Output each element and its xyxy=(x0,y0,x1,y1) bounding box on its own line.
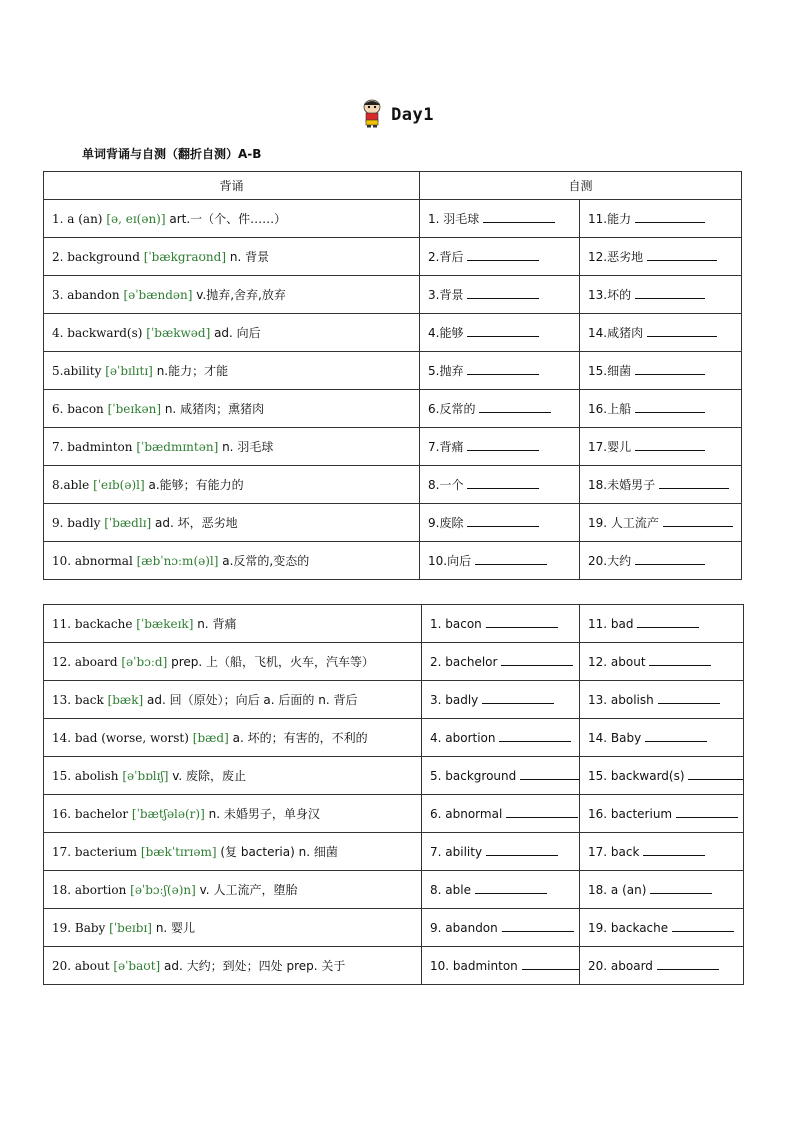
self-test-cell xyxy=(420,314,580,352)
self-test-prompt: 10. badminton xyxy=(430,958,518,973)
vocab-phonetic: [əˈbɪlɪtɪ] xyxy=(105,364,153,378)
answer-blank[interactable] xyxy=(650,883,712,894)
table-row xyxy=(44,428,742,466)
table-row xyxy=(44,238,742,276)
page-title: Day1 xyxy=(391,105,435,125)
vocab-phonetic: [əˈbændən] xyxy=(123,288,193,302)
self-test-prompt: 15. backward(s) xyxy=(588,768,685,783)
table-row xyxy=(44,352,742,390)
table-row xyxy=(44,200,742,238)
answer-blank[interactable] xyxy=(676,807,738,818)
vocab-definition: ad. 坏，恶劣地 xyxy=(155,516,238,530)
vocab-definition: v. 人工流产，堕胎 xyxy=(199,883,298,897)
self-test-cell xyxy=(580,681,744,719)
answer-blank[interactable] xyxy=(467,364,539,375)
self-test-prompt: 19. backache xyxy=(588,920,669,935)
vocab-entry xyxy=(44,643,422,681)
answer-blank[interactable] xyxy=(637,617,699,628)
vocab-word: 2. background xyxy=(52,250,140,264)
self-test-prompt: 11.能力 xyxy=(588,212,632,226)
vocab-phonetic: [ə, eɪ(ən)] xyxy=(106,212,166,226)
vocab-definition: ad. 大约；到处；四处 prep. 关于 xyxy=(164,959,346,973)
vocab-phonetic: [ˈbækeɪk] xyxy=(136,617,194,631)
vocab-word: 10. abnormal xyxy=(52,554,133,568)
self-test-cell xyxy=(580,833,744,871)
vocab-word: 16. bachelor xyxy=(52,807,129,821)
vocab-phonetic: [ˈbædlɪ] xyxy=(104,516,152,530)
answer-blank[interactable] xyxy=(663,516,733,527)
vocab-word: 4. backward(s) xyxy=(52,326,143,340)
vocab-phonetic: [bæd] xyxy=(192,731,229,745)
self-test-prompt: 5. background xyxy=(430,768,517,783)
self-test-cell xyxy=(580,757,744,795)
vocab-entry xyxy=(44,681,422,719)
self-test-cell xyxy=(580,719,744,757)
table-row xyxy=(44,605,744,643)
answer-blank[interactable] xyxy=(467,250,539,261)
table-row xyxy=(44,314,742,352)
self-test-prompt: 5.抛弃 xyxy=(428,364,464,378)
vocab-word: 7. badminton xyxy=(52,440,133,454)
vocab-word: 18. abortion xyxy=(52,883,127,897)
answer-blank[interactable] xyxy=(635,364,705,375)
answer-blank[interactable] xyxy=(635,402,705,413)
self-test-cell xyxy=(580,542,742,580)
vocab-definition: a.反常的,变态的 xyxy=(222,554,310,568)
vocab-word: 14. bad (worse, worst) xyxy=(52,731,189,745)
vocab-entry xyxy=(44,833,422,871)
self-test-prompt: 12.恶劣地 xyxy=(588,250,644,264)
vocab-word: 11. backache xyxy=(52,617,133,631)
answer-blank[interactable] xyxy=(649,655,711,666)
self-test-prompt: 6. abnormal xyxy=(430,806,503,821)
answer-blank[interactable] xyxy=(635,440,705,451)
answer-blank[interactable] xyxy=(486,845,558,856)
self-test-prompt: 12. about xyxy=(588,654,646,669)
vocab-definition: ad. 回（原处）；向后 a. 后面的 n. 背后 xyxy=(147,693,358,707)
answer-blank[interactable] xyxy=(688,769,743,780)
self-test-prompt: 4.能够 xyxy=(428,326,464,340)
table-row xyxy=(44,643,744,681)
table-row xyxy=(44,871,744,909)
answer-blank[interactable] xyxy=(486,617,558,628)
table-row xyxy=(44,757,744,795)
self-test-cell xyxy=(422,909,580,947)
self-test-cell xyxy=(422,795,580,833)
vocab-word: 15. abolish xyxy=(52,769,119,783)
self-test-cell xyxy=(580,909,744,947)
vocab-entry xyxy=(44,795,422,833)
vocab-definition: (复 bacteria) n. 细菌 xyxy=(220,845,338,859)
recite-table-2 xyxy=(43,604,744,985)
answer-blank[interactable] xyxy=(635,554,705,565)
vocab-word: 8.able xyxy=(52,478,90,492)
vocab-word: 5.ability xyxy=(52,364,102,378)
recite-table-1 xyxy=(43,171,742,580)
self-test-cell xyxy=(580,352,742,390)
vocab-phonetic: [əˈbɔːʃ(ə)n] xyxy=(130,883,196,897)
vocab-definition: v.抛弃,舍弃,放弃 xyxy=(196,288,286,302)
answer-blank[interactable] xyxy=(483,212,555,223)
self-test-prompt: 7.背痛 xyxy=(428,440,464,454)
self-test-cell xyxy=(580,390,742,428)
self-test-cell xyxy=(580,795,744,833)
vocab-word: 12. aboard xyxy=(52,655,118,669)
table-row xyxy=(44,947,744,985)
header-self-test: 自测 xyxy=(420,172,742,200)
vocab-entry xyxy=(44,200,420,238)
self-test-cell xyxy=(580,947,744,985)
self-test-cell xyxy=(422,871,580,909)
self-test-cell xyxy=(420,352,580,390)
answer-blank[interactable] xyxy=(482,693,554,704)
vocab-phonetic: [ˈbædmɪntən] xyxy=(136,440,219,454)
self-test-prompt: 20. aboard xyxy=(588,958,653,973)
vocab-phonetic: [ˈbækwəd] xyxy=(146,326,211,340)
self-test-prompt: 4. abortion xyxy=(430,730,496,745)
vocab-definition: a.能够；有能力的 xyxy=(148,478,244,492)
self-test-prompt: 8.一个 xyxy=(428,478,464,492)
self-test-cell xyxy=(422,757,580,795)
page-header xyxy=(0,98,794,132)
vocab-definition: prep. 上（船，飞机，火车，汽车等） xyxy=(171,655,374,669)
vocab-phonetic: [əˈbɒlɪʃ] xyxy=(122,769,169,783)
table-row xyxy=(44,390,742,428)
vocab-entry xyxy=(44,352,420,390)
vocab-definition: art.一（个、件……） xyxy=(169,212,287,226)
answer-blank[interactable] xyxy=(643,845,705,856)
self-test-prompt: 9. abandon xyxy=(430,920,498,935)
vocab-phonetic: [bæk] xyxy=(107,693,144,707)
vocab-phonetic: [bækˈtɪrɪəm] xyxy=(140,845,217,859)
answer-blank[interactable] xyxy=(647,326,717,337)
self-test-prompt: 18. a (an) xyxy=(588,882,647,897)
table-row xyxy=(44,795,744,833)
self-test-cell xyxy=(580,314,742,352)
vocab-phonetic: [æbˈnɔːm(ə)l] xyxy=(136,554,219,568)
vocab-entry xyxy=(44,466,420,504)
vocab-definition: ad. 向后 xyxy=(214,326,261,340)
self-test-prompt: 11. bad xyxy=(588,616,634,631)
self-test-prompt: 17.婴儿 xyxy=(588,440,632,454)
self-test-prompt: 14. Baby xyxy=(588,730,642,745)
answer-blank[interactable] xyxy=(502,921,574,932)
answer-blank[interactable] xyxy=(467,478,539,489)
table-row xyxy=(44,276,742,314)
self-test-prompt: 1. 羽毛球 xyxy=(428,212,480,226)
answer-blank[interactable] xyxy=(647,250,717,261)
answer-blank[interactable] xyxy=(467,326,539,337)
self-test-prompt: 6.反常的 xyxy=(428,402,476,416)
table-row xyxy=(44,681,744,719)
vocab-entry xyxy=(44,871,422,909)
vocab-entry xyxy=(44,390,420,428)
self-test-cell xyxy=(420,276,580,314)
vocab-definition: n.能力；才能 xyxy=(156,364,229,378)
self-test-prompt: 16.上船 xyxy=(588,402,632,416)
self-test-prompt: 17. back xyxy=(588,844,640,859)
answer-blank[interactable] xyxy=(479,402,551,413)
vocab-word: 9. badly xyxy=(52,516,101,530)
table-row xyxy=(44,504,742,542)
answer-blank[interactable] xyxy=(635,288,705,299)
answer-blank[interactable] xyxy=(645,731,707,742)
vocab-word: 3. abandon xyxy=(52,288,120,302)
vocab-entry xyxy=(44,504,420,542)
self-test-cell xyxy=(420,504,580,542)
self-test-cell xyxy=(422,947,580,985)
table-row xyxy=(44,542,742,580)
answer-blank[interactable] xyxy=(467,440,539,451)
page-subtitle: 单词背诵与自测（翻折自测）A-B xyxy=(82,147,262,161)
self-test-prompt: 13. abolish xyxy=(588,692,654,707)
vocab-phonetic: [əˈbaʊt] xyxy=(113,959,161,973)
self-test-cell xyxy=(422,719,580,757)
self-test-cell xyxy=(422,605,580,643)
self-test-cell xyxy=(420,238,580,276)
table-row xyxy=(44,719,744,757)
answer-blank[interactable] xyxy=(520,769,579,780)
self-test-cell xyxy=(422,833,580,871)
self-test-prompt: 13.坏的 xyxy=(588,288,632,302)
self-test-cell xyxy=(420,466,580,504)
vocab-entry xyxy=(44,947,422,985)
self-test-prompt: 14.咸猪肉 xyxy=(588,326,644,340)
answer-blank[interactable] xyxy=(499,731,571,742)
vocab-word: 17. bacterium xyxy=(52,845,138,859)
header-recite: 背诵 xyxy=(44,172,420,200)
answer-blank[interactable] xyxy=(672,921,734,932)
self-test-cell xyxy=(422,681,580,719)
answer-blank[interactable] xyxy=(658,693,720,704)
self-test-prompt: 9.废除 xyxy=(428,516,464,530)
self-test-prompt: 7. ability xyxy=(430,844,483,859)
self-test-prompt: 19. 人工流产 xyxy=(588,516,659,530)
self-test-prompt: 3.背景 xyxy=(428,288,464,302)
vocab-definition: n. 背景 xyxy=(229,250,270,264)
cartoon-mascot-icon xyxy=(360,98,384,132)
vocab-definition: a. 坏的；有害的，不利的 xyxy=(232,731,368,745)
self-test-cell xyxy=(420,542,580,580)
answer-blank[interactable] xyxy=(475,554,547,565)
self-test-cell xyxy=(580,200,742,238)
self-test-prompt: 2.背后 xyxy=(428,250,464,264)
answer-blank[interactable] xyxy=(475,883,547,894)
self-test-cell xyxy=(580,428,742,466)
self-test-cell xyxy=(580,605,744,643)
vocab-word: 1. a (an) xyxy=(52,212,103,226)
table-row xyxy=(44,466,742,504)
answer-blank[interactable] xyxy=(635,212,705,223)
table-row xyxy=(44,909,744,947)
vocab-word: 6. bacon xyxy=(52,402,104,416)
self-test-cell xyxy=(580,643,744,681)
vocab-phonetic: [ˈbeɪbɪ] xyxy=(109,921,152,935)
answer-blank[interactable] xyxy=(467,516,539,527)
answer-blank[interactable] xyxy=(506,807,578,818)
self-test-cell xyxy=(420,390,580,428)
vocab-definition: v. 废除，废止 xyxy=(172,769,247,783)
self-test-prompt: 10.向后 xyxy=(428,554,472,568)
vocab-definition: n. 未婚男子，单身汉 xyxy=(208,807,320,821)
vocab-phonetic: [ˈbækgraʊnd] xyxy=(143,250,227,264)
self-test-prompt: 18.未婚男子 xyxy=(588,478,656,492)
self-test-prompt: 16. bacterium xyxy=(588,806,673,821)
vocab-phonetic: [ˈeɪb(ə)l] xyxy=(93,478,145,492)
vocab-entry xyxy=(44,757,422,795)
self-test-cell xyxy=(580,276,742,314)
self-test-prompt: 15.细菌 xyxy=(588,364,632,378)
self-test-prompt: 2. bachelor xyxy=(430,654,498,669)
answer-blank[interactable] xyxy=(501,655,573,666)
vocab-entry xyxy=(44,428,420,466)
self-test-cell xyxy=(580,504,742,542)
vocab-definition: n. 羽毛球 xyxy=(222,440,274,454)
vocab-entry xyxy=(44,542,420,580)
vocab-entry xyxy=(44,605,422,643)
vocab-entry xyxy=(44,238,420,276)
vocab-phonetic: [əˈbɔːd] xyxy=(121,655,168,669)
vocab-entry xyxy=(44,719,422,757)
vocab-word: 20. about xyxy=(52,959,110,973)
self-test-cell xyxy=(580,466,742,504)
vocab-phonetic: [ˈbætʃələ(r)] xyxy=(131,807,205,821)
self-test-cell xyxy=(580,238,742,276)
vocab-definition: n. 婴儿 xyxy=(155,921,196,935)
vocab-definition: n. 背痛 xyxy=(197,617,237,631)
vocab-entry xyxy=(44,276,420,314)
self-test-cell xyxy=(422,643,580,681)
self-test-prompt: 8. able xyxy=(430,882,471,897)
vocab-definition: n. 咸猪肉；熏猪肉 xyxy=(164,402,265,416)
self-test-prompt: 3. badly xyxy=(430,692,479,707)
self-test-prompt: 1. bacon xyxy=(430,616,482,631)
self-test-cell xyxy=(420,428,580,466)
answer-blank[interactable] xyxy=(657,959,719,970)
vocab-entry xyxy=(44,909,422,947)
answer-blank[interactable] xyxy=(522,959,580,970)
answer-blank[interactable] xyxy=(467,288,539,299)
vocab-phonetic: [ˈbeɪkən] xyxy=(107,402,161,416)
vocab-word: 13. back xyxy=(52,693,104,707)
self-test-prompt: 20.大约 xyxy=(588,554,632,568)
self-test-cell xyxy=(420,200,580,238)
vocab-word: 19. Baby xyxy=(52,921,106,935)
self-test-cell xyxy=(580,871,744,909)
vocab-entry xyxy=(44,314,420,352)
answer-blank[interactable] xyxy=(659,478,729,489)
table-row xyxy=(44,833,744,871)
